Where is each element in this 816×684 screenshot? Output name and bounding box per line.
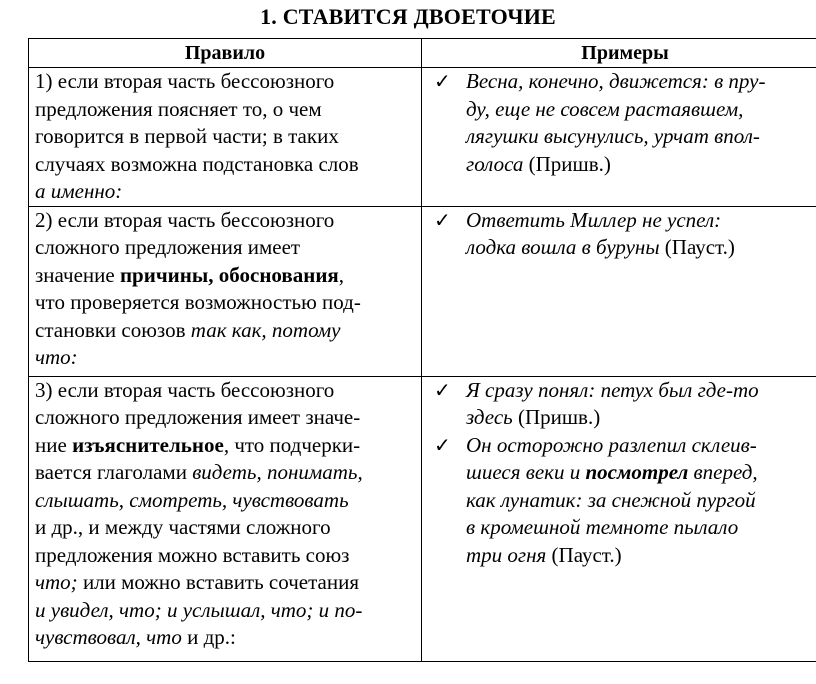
checkmark-icon: ✓ [434, 377, 451, 402]
page-title: 1. СТАВИТСЯ ДВОЕТОЧИЕ [260, 4, 556, 29]
table-header-row [29, 39, 816, 68]
examples-cell [422, 376, 816, 661]
rule-line: случаях возможна подстановка слов [35, 151, 359, 176]
example-item: ✓ Весна, конечно, движется: в пру- ду, еще не совсем растаявшем, лягушки высунулись, урчат впол- голоса (Пришв.) [434, 69, 766, 176]
table-row [29, 376, 816, 661]
example-item: ✓ Ответить Миллер не успел: лодка вошла в буруны (Пауст.) [434, 207, 735, 259]
examples-cell [422, 68, 816, 207]
checkmark-icon: ✓ [434, 69, 451, 93]
rule-line: 1) если вторая часть бессоюзного [35, 69, 335, 93]
table-row [29, 206, 816, 376]
table-row [29, 68, 816, 207]
rule-cell: 2) если вторая часть бессоюзного сложного предложения имеет значение причины, обоснования, что проверяется возможностью под- становки союзов так как, потому что: [29, 206, 422, 376]
header-examples: Примеры [422, 39, 816, 68]
example-item: ✓ Он осторожно разлепил склеив- шиеся веки и посмотрел вперед, как лунатик: за снежной пургой в кромешной темноте пылало три огня (Пауст.) [434, 432, 758, 567]
rule-line: а именно: [35, 179, 123, 203]
rule-cell: 3) если вторая часть бессоюзного сложного предложения имеет значе- ние изъяснительное, что подчерки- вается глаголами видеть, понимать, слышать, смотреть, чувствовать и др., и между частями сложного предложения можно вставить союз что; или можно вставить сочетания и увидел, что; и услышал, что; и по- чувствовал, что и др.: [29, 376, 422, 661]
header-rule: Правило [29, 39, 422, 68]
rule-cell [29, 68, 422, 207]
checkmark-icon: ✓ [434, 207, 451, 232]
rule-line: говорится в первой части; в таких [35, 124, 339, 148]
rules-table [28, 38, 816, 662]
examples-cell [422, 206, 816, 376]
checkmark-icon: ✓ [434, 432, 451, 457]
example-item: ✓ Я сразу понял: петух был где-то здесь (Пришв.) [434, 377, 759, 429]
rule-line: предложения поясняет то, о чем [35, 96, 322, 121]
